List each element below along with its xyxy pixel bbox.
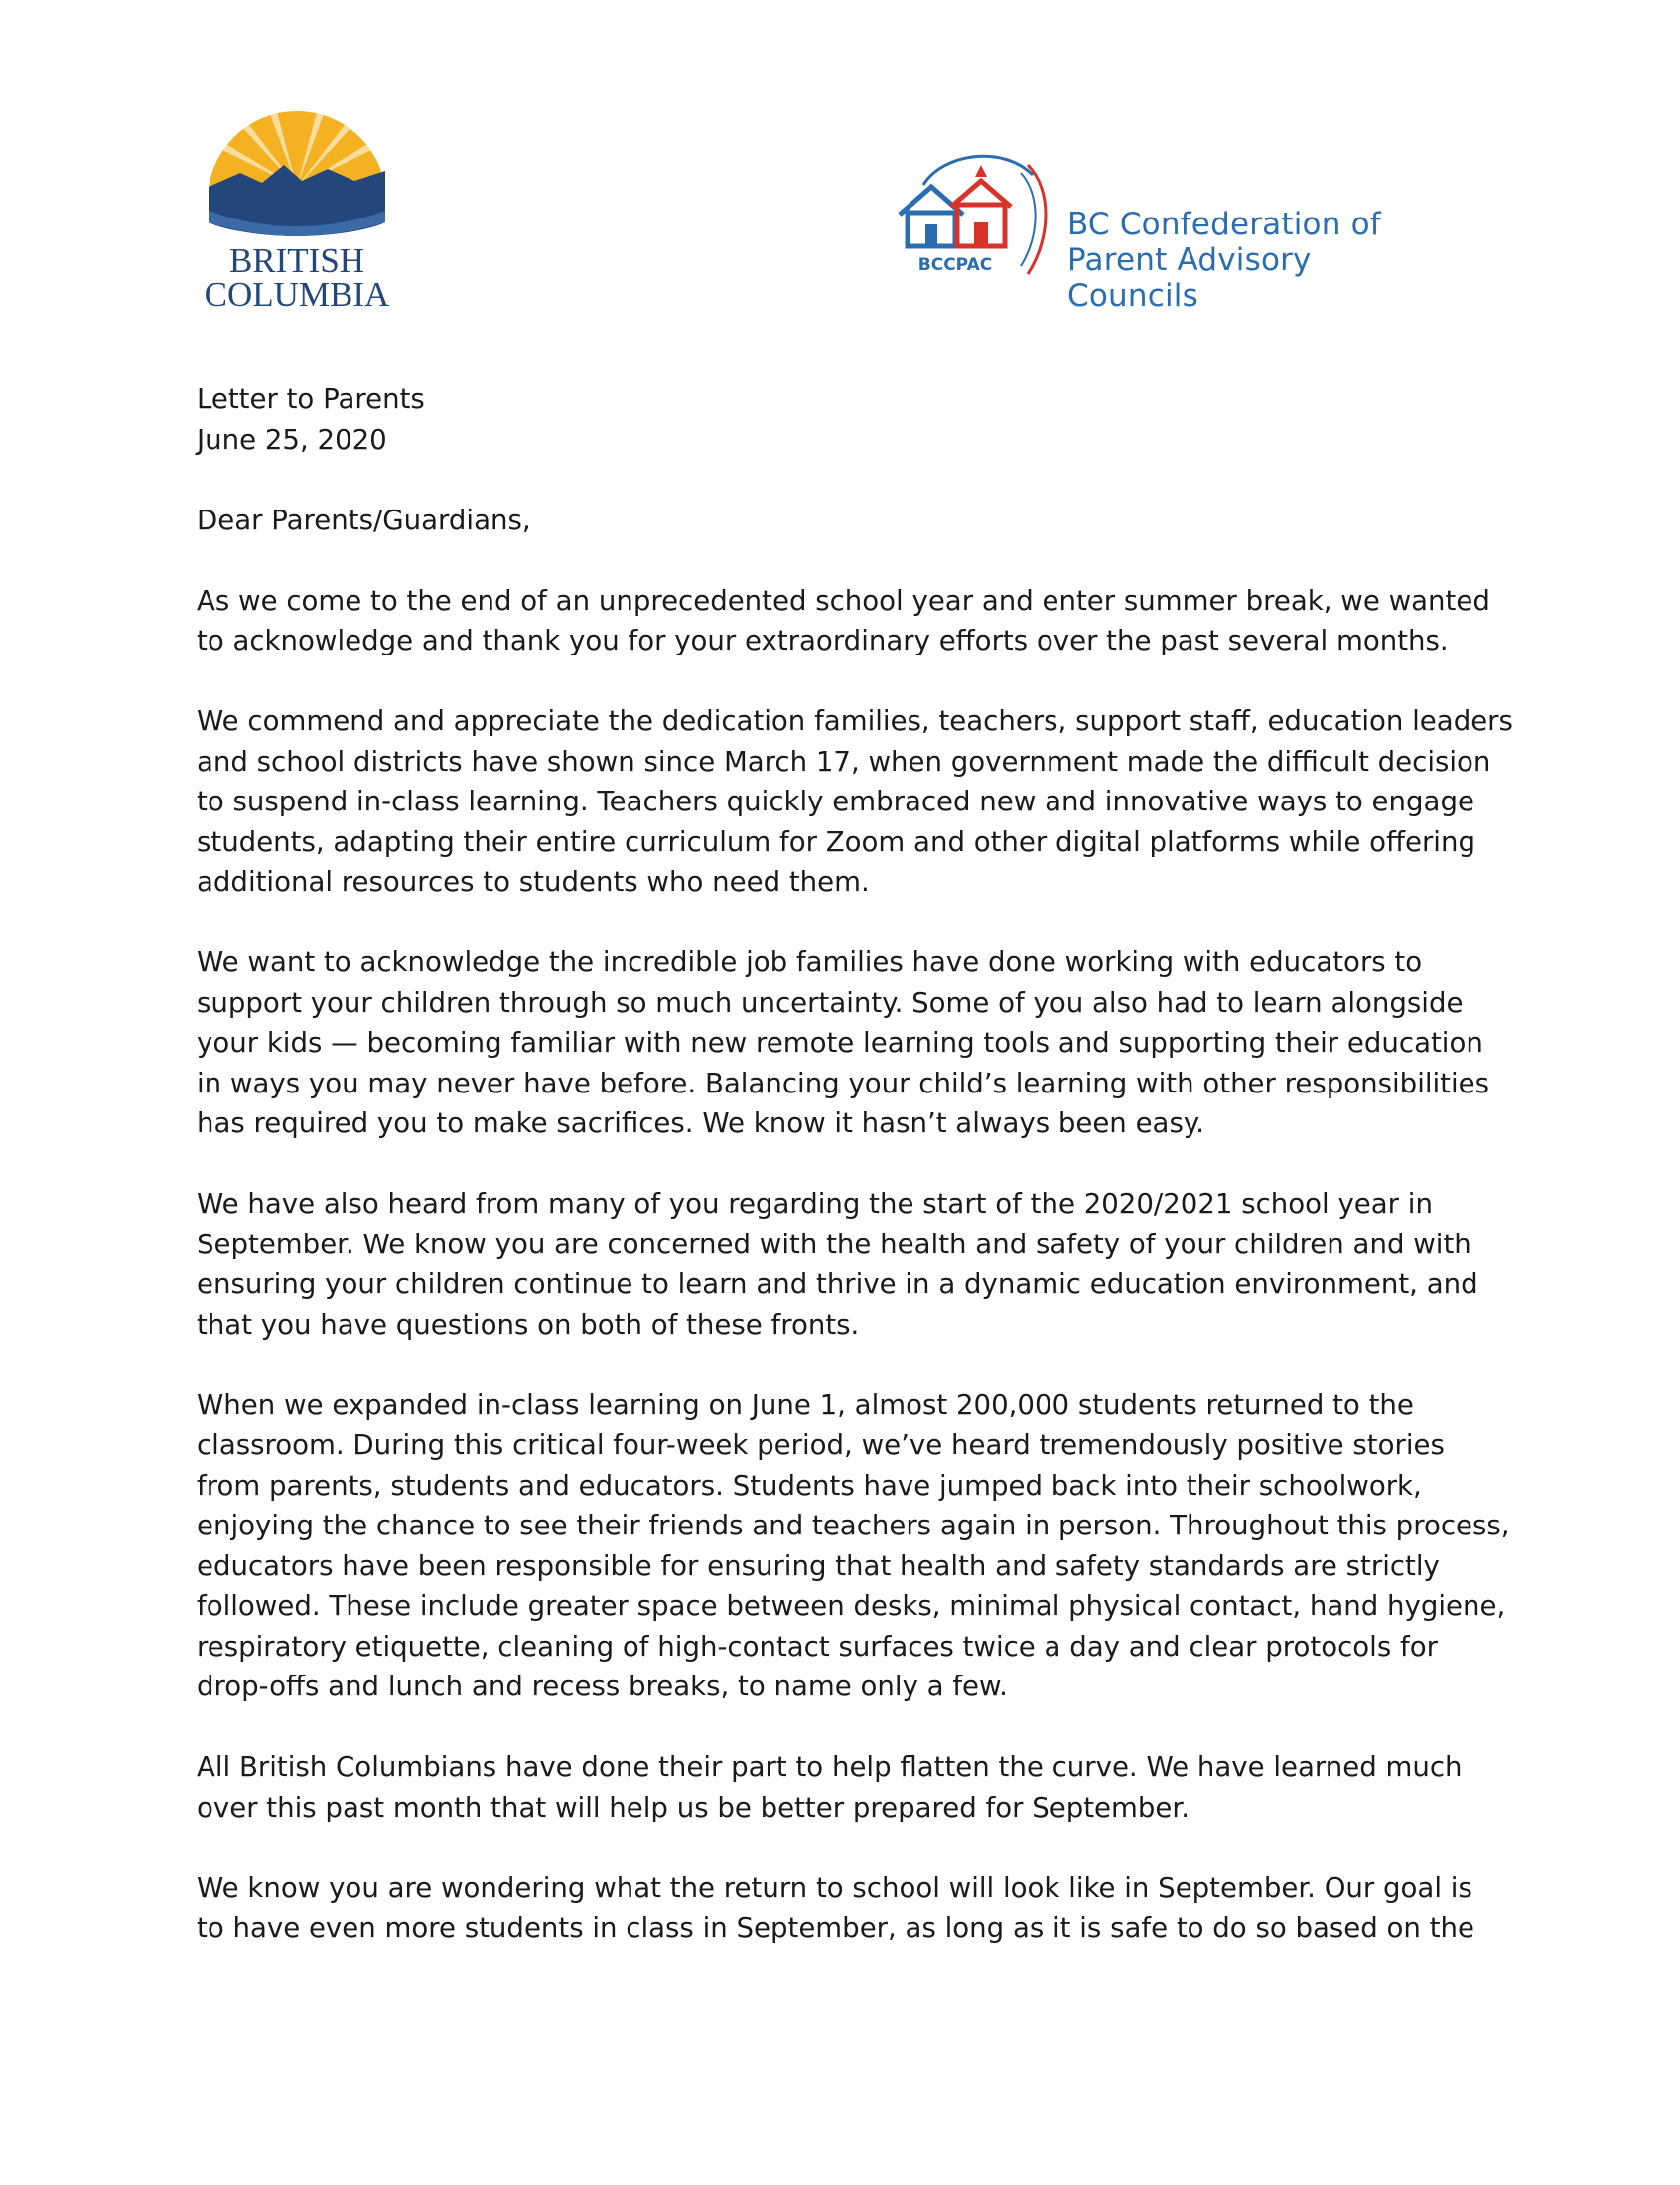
bccpac-name-line1: BC Confederation of xyxy=(1067,207,1381,242)
paragraph-line: We have also heard from many of you regarding the start of the 2020/2021 school year in xyxy=(197,1187,1433,1220)
paragraph-line: We know you are wondering what the return to school will look like in September. Our goal is xyxy=(197,1870,1472,1904)
paragraph-line: to suspend in-class learning. Teachers quickly embraced new and innovative ways to engage xyxy=(197,785,1474,817)
bccpac-name-line2: Parent Advisory Councils xyxy=(1067,242,1312,314)
paragraph xyxy=(197,1385,1510,1707)
bc-logo-line2: COLUMBIA xyxy=(204,275,390,310)
paragraph-line: to acknowledge and thank you for your extraordinary efforts over the past several months. xyxy=(197,624,1449,656)
letterhead xyxy=(0,99,1680,328)
paragraph-line: enjoying the chance to see their friends and teachers again in person. Throughout this process, xyxy=(197,1509,1510,1541)
salutation: Dear Parents/Guardians, xyxy=(197,503,531,536)
paragraph-line: ensuring your children continue to learn and thrive in a dynamic education environment, and xyxy=(197,1267,1478,1300)
paragraph-line: We commend and appreciate the dedication families, teachers, support staff, education leaders xyxy=(197,704,1513,737)
letter-body xyxy=(197,379,1513,1949)
british-columbia-logo xyxy=(181,111,414,310)
paragraph xyxy=(197,1747,1497,1827)
paragraph-line: additional resources to students who need them. xyxy=(197,865,870,898)
paragraph-line: respiratory etiquette, cleaning of high-contact surfaces twice a day and clear protocols for xyxy=(197,1629,1438,1663)
paragraph xyxy=(197,701,1513,903)
paragraph-line: has required you to make sacrifices. We know it hasn’t always been easy. xyxy=(197,1106,1204,1139)
paragraph xyxy=(197,943,1497,1144)
paragraph-line: and school districts have shown since March 17, when government made the difficult decision xyxy=(197,744,1491,778)
letter-heading: Letter to Parents xyxy=(197,382,425,415)
letter-date: June 25, 2020 xyxy=(197,422,387,456)
paragraph-line: When we expanded in-class learning on June 1, almost 200,000 students returned to the xyxy=(197,1387,1414,1421)
paragraph-line: in ways you may never have before. Balancing your child’s learning with other responsibilities xyxy=(197,1066,1490,1099)
paragraph-line: September. We know you are concerned with the health and safety of your children and with xyxy=(197,1227,1471,1260)
paragraph xyxy=(197,581,1497,661)
paragraph-line: followed. These include greater space between desks, minimal physical contact, hand hygiene, xyxy=(197,1589,1506,1622)
paragraph-line: to have even more students in class in September, as long as it is safe to do so based on the xyxy=(197,1911,1474,1944)
bccpac-org-name xyxy=(1067,207,1410,314)
bccpac-logo xyxy=(894,145,1410,314)
paragraph-line: support your children through so much uncertainty. Some of you also had to learn alongside xyxy=(197,985,1464,1019)
bccpac-houses-icon xyxy=(894,145,1062,284)
paragraph xyxy=(197,1184,1497,1345)
paragraph-line: that you have questions on both of these fronts. xyxy=(197,1307,860,1341)
paragraph-line: from parents, students and educators. Students have jumped back into their schoolwork, xyxy=(197,1468,1422,1502)
paragraph-line: classroom. During this critical four-week period, we’ve heard tremendously positive stories xyxy=(197,1428,1445,1461)
paragraph-line: over this past month that will help us be better prepared for September. xyxy=(197,1790,1190,1823)
paragraph-line: As we come to the end of an unprecedented school year and enter summer break, we wanted xyxy=(197,583,1490,617)
paragraph-line: your kids — becoming familiar with new remote learning tools and supporting their education xyxy=(197,1026,1483,1059)
paragraph-line: students, adapting their entire curriculum for Zoom and other digital platforms while offering xyxy=(197,824,1475,858)
paragraph-line: educators have been responsible for ensuring that health and safety standards are strictly xyxy=(197,1548,1440,1582)
paragraph-line: We want to acknowledge the incredible job families have done working with educators to xyxy=(197,946,1423,978)
paragraph xyxy=(197,1868,1497,1949)
paragraph-line: All British Columbians have done their part to help flatten the curve. We have learned much xyxy=(197,1750,1463,1783)
bc-sun-mountains-icon xyxy=(181,111,414,310)
bccpac-badge: BCCPAC xyxy=(917,255,993,275)
paragraph-line: drop-offs and lunch and recess breaks, to name only a few. xyxy=(197,1670,1008,1702)
bc-logo-line1: BRITISH xyxy=(228,241,365,280)
letter-paragraphs xyxy=(197,581,1513,1949)
